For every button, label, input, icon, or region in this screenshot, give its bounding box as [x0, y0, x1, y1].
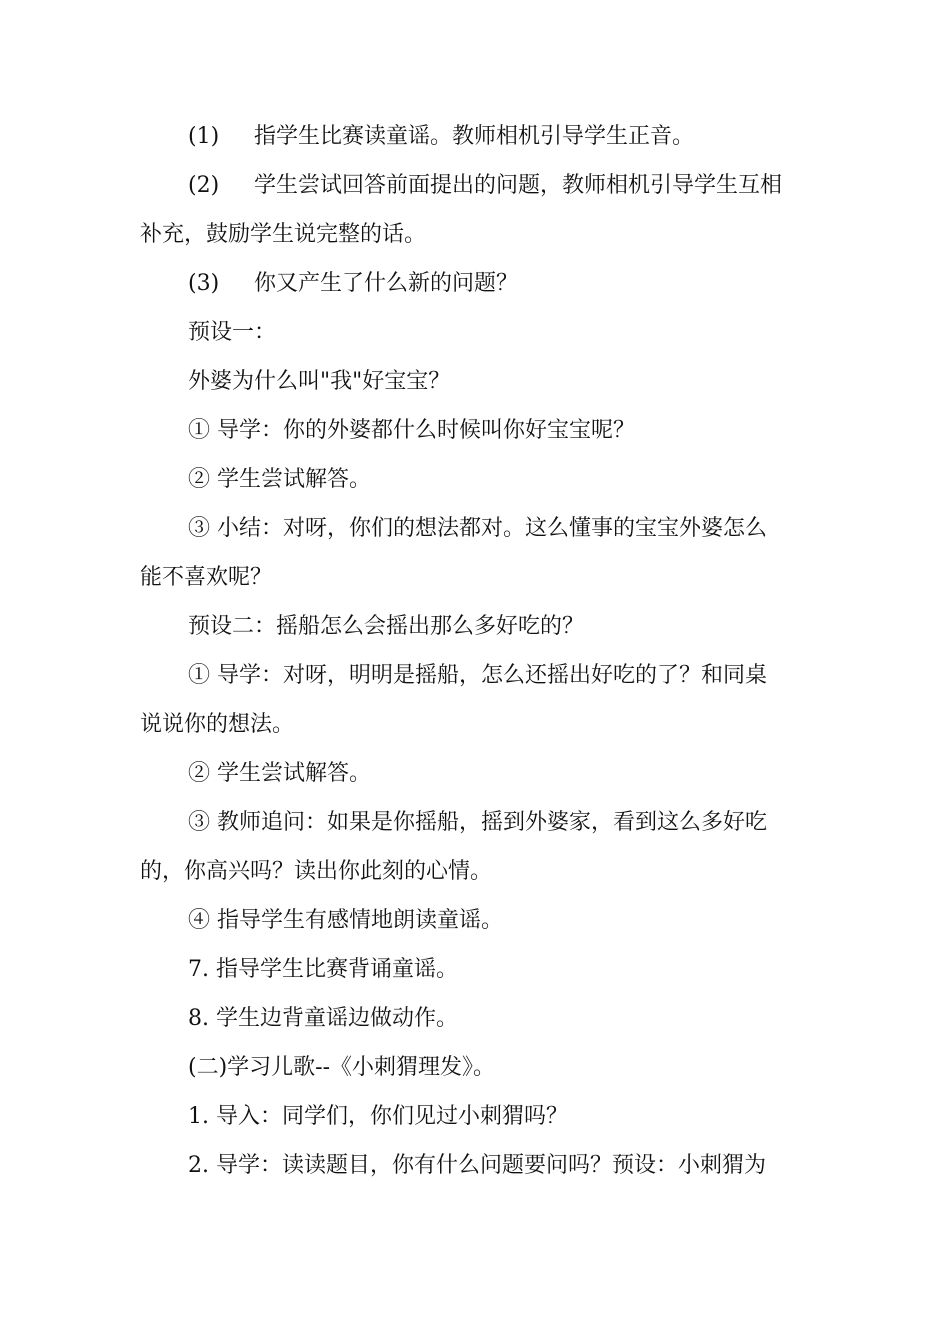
paragraph: ② 学生尝试解答。 — [188, 467, 371, 492]
item-number: (3) — [188, 271, 220, 296]
paragraph: 预设二：摇船怎么会摇出那么多好吃的？ — [188, 614, 585, 639]
paragraph: ① 导学：你的外婆都什么时候叫你好宝宝呢？ — [188, 418, 635, 443]
paragraph: ① 导学：对呀，明明是摇船，怎么还摇出好吃的了？和同桌 — [188, 663, 767, 688]
paragraph: ② 学生尝试解答。 — [188, 761, 371, 786]
paragraph-continuation: 的，你高兴吗？读出你此刻的心情。 — [140, 859, 493, 884]
section-heading: (二)学习儿歌--《小刺猬理发》。 — [188, 1055, 496, 1080]
paragraph-continuation: 说说你的想法。 — [140, 712, 295, 737]
paragraph-continuation: 补充，鼓励学生说完整的话。 — [140, 222, 427, 247]
list-item-3 — [188, 269, 518, 299]
paragraph: 预设一： — [188, 320, 277, 345]
paragraph: ③ 教师追问：如果是你摇船，摇到外婆家，看到这么多好吃 — [188, 810, 767, 835]
paragraph: ④ 指导学生有感情地朗读童谣。 — [188, 908, 503, 933]
paragraph: ③ 小结：对呀，你们的想法都对。这么懂事的宝宝外婆怎么 — [188, 516, 767, 541]
paragraph: 8. 学生边背童谣边做动作。 — [188, 1006, 458, 1031]
paragraph: 2. 导学：读读题目，你有什么问题要问吗？预设：小刺猬为 — [188, 1153, 766, 1178]
paragraph-text: 指学生比赛读童谣。教师相机引导学生正音。 — [254, 124, 695, 149]
item-number: (1) — [188, 124, 220, 149]
list-item-1 — [188, 122, 694, 152]
item-number: (2) — [188, 173, 220, 198]
paragraph: 1. 导入：同学们，你们见过小刺猬吗？ — [188, 1104, 568, 1129]
paragraph-text: 学生尝试回答前面提出的问题，教师相机引导学生互相 — [254, 173, 783, 198]
paragraph: 外婆为什么叫"我"好宝宝？ — [188, 369, 451, 394]
list-item-2 — [188, 171, 782, 201]
paragraph: 7. 指导学生比赛背诵童谣。 — [188, 957, 458, 982]
paragraph-continuation: 能不喜欢呢？ — [140, 565, 273, 590]
paragraph-text: 你又产生了什么新的问题？ — [254, 271, 519, 296]
